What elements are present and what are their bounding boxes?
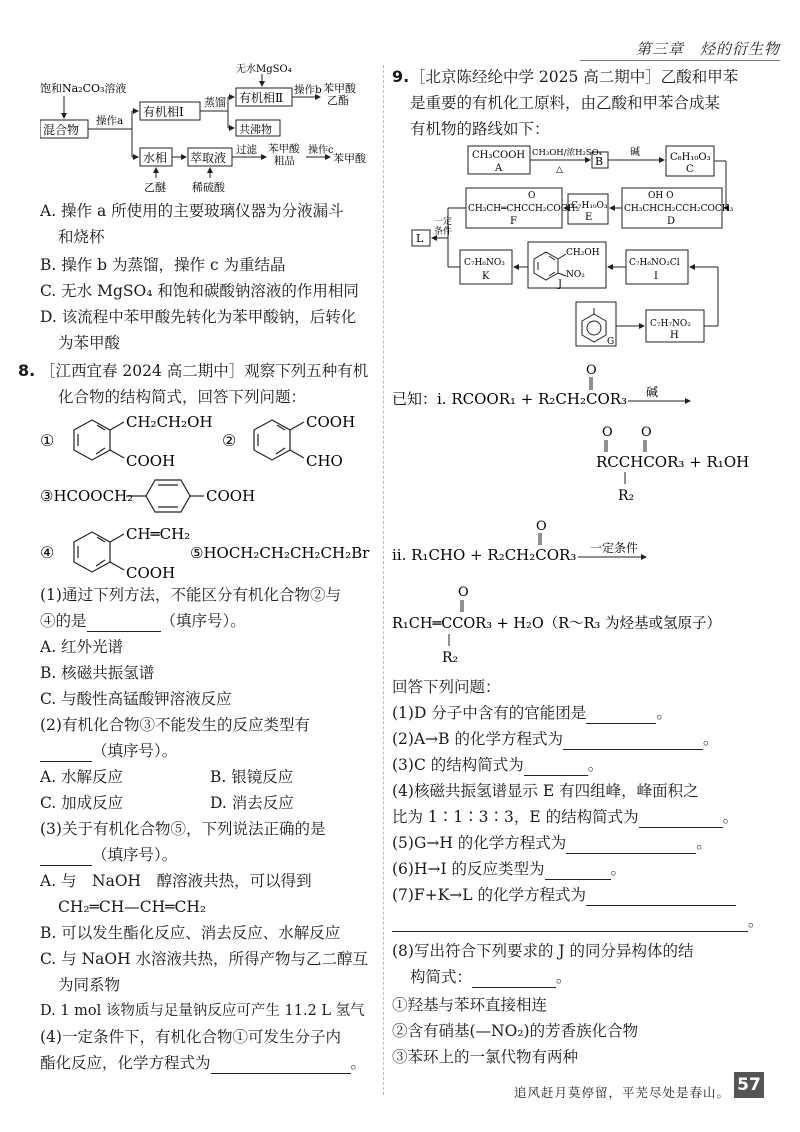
q9-q7 <box>392 884 736 906</box>
fc-crude <box>268 142 300 167</box>
q8-stem-1: ［江西宜春 2024 高二期中］观察下列五种有机 <box>40 362 369 380</box>
q9-q4-text: 比为 1∶1∶3∶3，E 的结构简式为 <box>392 808 639 826</box>
q9-q7-blank[interactable] <box>586 905 736 906</box>
q8-p2-option-c: C. 加成反应 <box>40 794 124 812</box>
q8-p3-option-a: A. 与 NaOH 醇溶液共热，可以得到 <box>40 872 312 890</box>
c4-sub1: CH═CH₂ <box>126 525 191 543</box>
q9-stem-3: 有机物的路线如下： <box>410 120 550 138</box>
q8-p1-text: ④的是 <box>40 612 87 630</box>
route-B: B <box>595 155 604 168</box>
c3-left: ③HCOOCH₂ <box>40 487 134 505</box>
q8-p3-line1: (3)关于有机化合物⑤，下列说法正确的是 <box>40 820 326 838</box>
q9-q6-end: 。 <box>610 860 627 878</box>
q7-option-b: B. 操作 b 为蒸馏，操作 c 为重结晶 <box>40 256 286 274</box>
fc-ether: 乙醚 <box>144 181 166 194</box>
q9-cond-1: ①羟基与苯环直接相连 <box>392 996 548 1014</box>
route-A-formula: CH₃COOH <box>472 150 526 161</box>
route-J-sub2: NO₂ <box>566 270 585 280</box>
q9-q1-blank[interactable] <box>586 723 656 724</box>
known-reaction-i <box>392 360 764 510</box>
fc-azeotrope: 共沸物 <box>239 123 272 136</box>
q8-p3-hint: （填序号）。 <box>92 846 178 864</box>
c1-label: ① <box>40 431 55 450</box>
q9-q6 <box>392 858 626 880</box>
q9-stem-2: 是重要的有机化工原料，由乙酸和甲苯合成某 <box>410 94 721 112</box>
known-ii-o: O <box>536 519 547 534</box>
fc-op-b: 操作b <box>294 84 322 96</box>
q7-option-a: A. 操作 a 所使用的主要玻璃仪器为分液漏斗 <box>40 202 344 220</box>
q8-stem-2: 化合物的结构简式，回答下列问题： <box>58 388 307 406</box>
q9-q4-blank[interactable] <box>639 827 723 828</box>
page-number: 57 <box>734 1072 764 1098</box>
column-divider <box>383 65 384 1095</box>
q8-p3-line2 <box>40 844 177 866</box>
fc-product1 <box>323 81 357 107</box>
q8-p2-hint: （填序号）。 <box>92 742 178 760</box>
q9-q6-text: (6)H→I 的反应类型为 <box>392 860 545 878</box>
q9-cond-3: ③苯环上的一氯代物有两种 <box>392 1048 579 1066</box>
q8-p1-hint: （填序号）。 <box>160 612 246 630</box>
route-H-formula: C₇H₇NO₂ <box>650 319 691 329</box>
q9-q5 <box>392 832 712 854</box>
route-cond1: 一定 <box>434 217 453 227</box>
route-I-formula: C₇H₆NO₂Cl <box>629 258 680 268</box>
c2-label: ② <box>222 431 237 450</box>
q9-q7-cont <box>392 910 764 932</box>
q9-answer-head: 回答下列问题： <box>392 678 501 696</box>
route-J: J <box>558 279 563 290</box>
q8-p3-option-c-cont: 为同系物 <box>58 976 121 994</box>
q9-q7-end: 。 <box>748 912 764 930</box>
benzene-ring-G <box>582 308 606 342</box>
known-ii-r2: R₂ <box>442 650 459 666</box>
known-ii-left: ⅱ. R₁CHO + R₂CH₂COR₃ <box>392 546 577 564</box>
known-ii-cond: 一定条件 <box>590 541 639 555</box>
known-i-cond: 碱 <box>646 385 659 399</box>
known-i-o: O <box>586 363 597 378</box>
q9-q1-text: (1)D 分子中含有的官能团是 <box>392 704 587 722</box>
fc-water-phase: 水相 <box>143 151 168 165</box>
header-rule <box>580 60 780 61</box>
fc-reagent-left: 饱和Na₂CO₃溶液 <box>40 82 127 95</box>
q8-p1-line2 <box>40 610 246 632</box>
q9-q8-end: 。 <box>556 968 572 986</box>
fc-extract: 萃取液 <box>190 151 227 165</box>
c2-sub1: COOH <box>306 413 356 431</box>
known-i-o3: O <box>641 425 652 440</box>
q8-p4-text: 酯化反应，化学方程式为 <box>40 1054 211 1072</box>
q9-q5-text: (5)G→H 的化学方程式为 <box>392 834 567 852</box>
known-ii-o2: O <box>458 585 469 600</box>
c1-sub2: COOH <box>126 452 176 470</box>
q8-p2-option-b: B. 银镜反应 <box>210 768 294 786</box>
c4-label: ④ <box>40 543 55 562</box>
route-G: G <box>607 337 615 347</box>
q9-q2-end: 。 <box>702 730 719 748</box>
fc-crude-b: 粗品 <box>274 155 295 167</box>
benzene-ring-3 <box>126 480 204 512</box>
q8-p4-line1: (4)一定条件下，有机化合物①可发生分子内 <box>40 1028 341 1046</box>
fc-organic1: 有机相Ⅰ <box>143 105 184 119</box>
q9-q8-blank[interactable] <box>472 987 556 988</box>
footer-motto: 追风赶月莫停留，平芜尽处是春山。 <box>513 1085 730 1100</box>
known-ii-right: R₁CH═CCOR₃ + H₂O（R～R₃ 为烃基或氢原子） <box>392 616 721 632</box>
q8-p1-blank[interactable] <box>87 631 161 632</box>
route-arrow2: 碱 <box>630 147 640 158</box>
known-i-r2: R₂ <box>618 488 635 504</box>
route-D: D <box>667 216 676 227</box>
c1-sub1: CH₂CH₂OH <box>126 413 213 431</box>
q9-q8-line2 <box>410 966 572 988</box>
q8-p3-option-b: B. 可以发生酯化反应、消去反应、水解反应 <box>40 924 341 942</box>
q8-p4-blank[interactable] <box>211 1073 351 1074</box>
q8-p2-option-d: D. 消去反应 <box>210 794 294 812</box>
route-arrow1: CH₃OH/浓H₂SO₄ <box>532 148 603 158</box>
fc-op-a: 操作a <box>96 115 124 127</box>
fc-crude-a: 苯甲酸 <box>268 143 300 155</box>
q9-q8-line1: (8)写出符合下列要求的 J 的同分异构体的结 <box>392 942 694 960</box>
q8-p3-option-d: D. 1 mol 该物质与足量钠反应可产生 11.2 L 氢气 <box>40 1003 365 1019</box>
q9-q5-end: 。 <box>696 834 712 852</box>
route-cond2: 条件 <box>434 227 453 237</box>
q9-cond-2: ②含有硝基(—NO₂)的芳香族化合物 <box>392 1022 639 1040</box>
known-i-o2: O <box>602 425 613 440</box>
q9-q4-line1: (4)核磁共振氢谱显示 E 有四组峰，峰面积之 <box>392 782 699 800</box>
route-L: L <box>416 232 424 245</box>
known-i-left: 已知：ⅰ. RCOOR₁ + R₂CH₂COR₃ <box>392 390 628 408</box>
q8-p2-line1: (2)有机化合物③不能发生的反应类型有 <box>40 716 310 734</box>
fc-mixture: 混合物 <box>43 123 80 137</box>
q7-option-c: C. 无水 MgSO₄ 和饱和碳酸钠溶液的作用相同 <box>40 282 359 300</box>
q8-number: 8. <box>18 361 36 380</box>
fc-op-c: 操作c <box>308 145 334 156</box>
c2-sub2: CHO <box>306 452 343 470</box>
route-D-o: OH O <box>648 191 674 201</box>
q9-q4-end: 。 <box>722 808 739 826</box>
fc-distill: 蒸馏 <box>204 96 226 109</box>
c3-right: COOH <box>206 487 256 505</box>
q8-p1-option-a: A. 红外光谱 <box>40 638 124 656</box>
benzene-ring-4 <box>74 532 124 572</box>
fc-reagent-top: 无水MgSO₄ <box>236 64 292 75</box>
fc-product2: 苯甲酸 <box>333 152 366 165</box>
fc-filter: 过滤 <box>236 144 257 156</box>
route-E: E <box>585 212 593 223</box>
route-C: C <box>686 164 694 175</box>
fc-product1-a: 苯甲酸 <box>323 82 356 95</box>
q8-p1-option-b: B. 核磁共振氢谱 <box>40 664 155 682</box>
benzene-ring-2 <box>254 420 304 460</box>
q9-stem-1: ［北京陈经纶中学 2025 高二期中］乙酸和甲苯 <box>410 68 739 86</box>
route-F-o: O <box>528 191 536 201</box>
q7-option-d-cont: 为苯甲酸 <box>58 334 121 352</box>
route-I: I <box>654 271 658 282</box>
route-arrow1-heat: △ <box>556 165 563 175</box>
q9-q2 <box>392 728 718 750</box>
c5: ⑤HOCH₂CH₂CH₂CH₂Br <box>190 544 370 562</box>
route-K-formula: C₇H₆NO₃ <box>464 258 505 268</box>
q9-number: 9. <box>392 67 410 86</box>
q9-q3 <box>392 754 603 776</box>
route-F: F <box>510 216 517 227</box>
q8-p3-option-c: C. 与 NaOH 水溶液共热，所得产物与乙二醇互 <box>40 950 369 968</box>
known-reaction-ii <box>392 512 764 672</box>
route-E-formula: C₇H₁₀O₃ <box>571 201 608 211</box>
q7-option-a-cont: 和烧杯 <box>58 228 105 246</box>
q8-p2-option-a: A. 水解反应 <box>40 768 124 786</box>
known-i-right: RCCHCOR₃ + R₁OH <box>596 453 750 471</box>
q8-p3-blank[interactable] <box>40 865 92 866</box>
route-J-sub1: CH₂OH <box>566 248 600 258</box>
q8-p2-blank[interactable] <box>40 761 92 762</box>
q8-structure-3 <box>40 474 375 518</box>
benzene-ring-J <box>534 252 566 280</box>
q9-q4-line2 <box>392 806 738 828</box>
q9-q5-blank[interactable] <box>566 853 696 854</box>
c4-sub2: COOH <box>126 564 176 582</box>
q9-q3-blank[interactable] <box>524 775 588 776</box>
q8-structures-4-5 <box>40 522 375 584</box>
q9-q2-text: (2)A→B 的化学方程式为 <box>392 730 563 748</box>
q8-structures-1-2 <box>40 410 375 472</box>
q9-q1-end: 。 <box>656 704 672 722</box>
route-H: H <box>670 330 679 341</box>
q9-q7-blank2[interactable] <box>392 931 748 932</box>
q9-q2-blank[interactable] <box>563 749 703 750</box>
route-C-formula: C₆H₁₀O₃ <box>670 152 711 163</box>
q9-q7-text: (7)F+K→L 的化学方程式为 <box>392 886 586 904</box>
q9-q6-blank[interactable] <box>545 879 611 880</box>
route-D-formula: CH₃CHCH₂CCH₂COCH₃ <box>624 204 734 214</box>
known-ii-co-bonds <box>539 533 541 545</box>
route-K: K <box>482 271 490 282</box>
fc-organic2: 有机相Ⅱ <box>239 91 284 105</box>
q9-synthesis-route <box>408 142 738 352</box>
q7-option-d: D. 该流程中苯甲酸先转化为苯甲酸钠，后转化 <box>40 308 357 326</box>
benzene-ring-1 <box>74 420 124 460</box>
q9-q3-end: 。 <box>587 756 604 774</box>
chapter-header: 第三章 烃的衍生物 <box>635 40 780 58</box>
fc-acid: 稀硫酸 <box>192 181 225 194</box>
fc-product1-b: 乙酯 <box>327 94 349 107</box>
q9-q8-text: 构简式： <box>410 968 473 986</box>
q8-p4-line2 <box>40 1052 366 1074</box>
q9-q1 <box>392 702 672 724</box>
q7-flowchart <box>40 62 375 197</box>
q8-p1-option-c: C. 与酸性高锰酸钾溶液反应 <box>40 690 232 708</box>
route-F-formula: CH₃CH═CHCCH₂COCH₃ <box>468 204 580 214</box>
q8-p4-end: 。 <box>350 1054 367 1072</box>
q8-p2-line2 <box>40 740 177 762</box>
q8-p3-option-a-cont: CH₂═CH—CH═CH₂ <box>58 898 207 916</box>
q9-q3-text: (3)C 的结构简式为 <box>392 756 524 774</box>
q8-p1-line1: (1)通过下列方法，不能区分有机化合物②与 <box>40 586 341 604</box>
route-A: A <box>495 163 503 174</box>
